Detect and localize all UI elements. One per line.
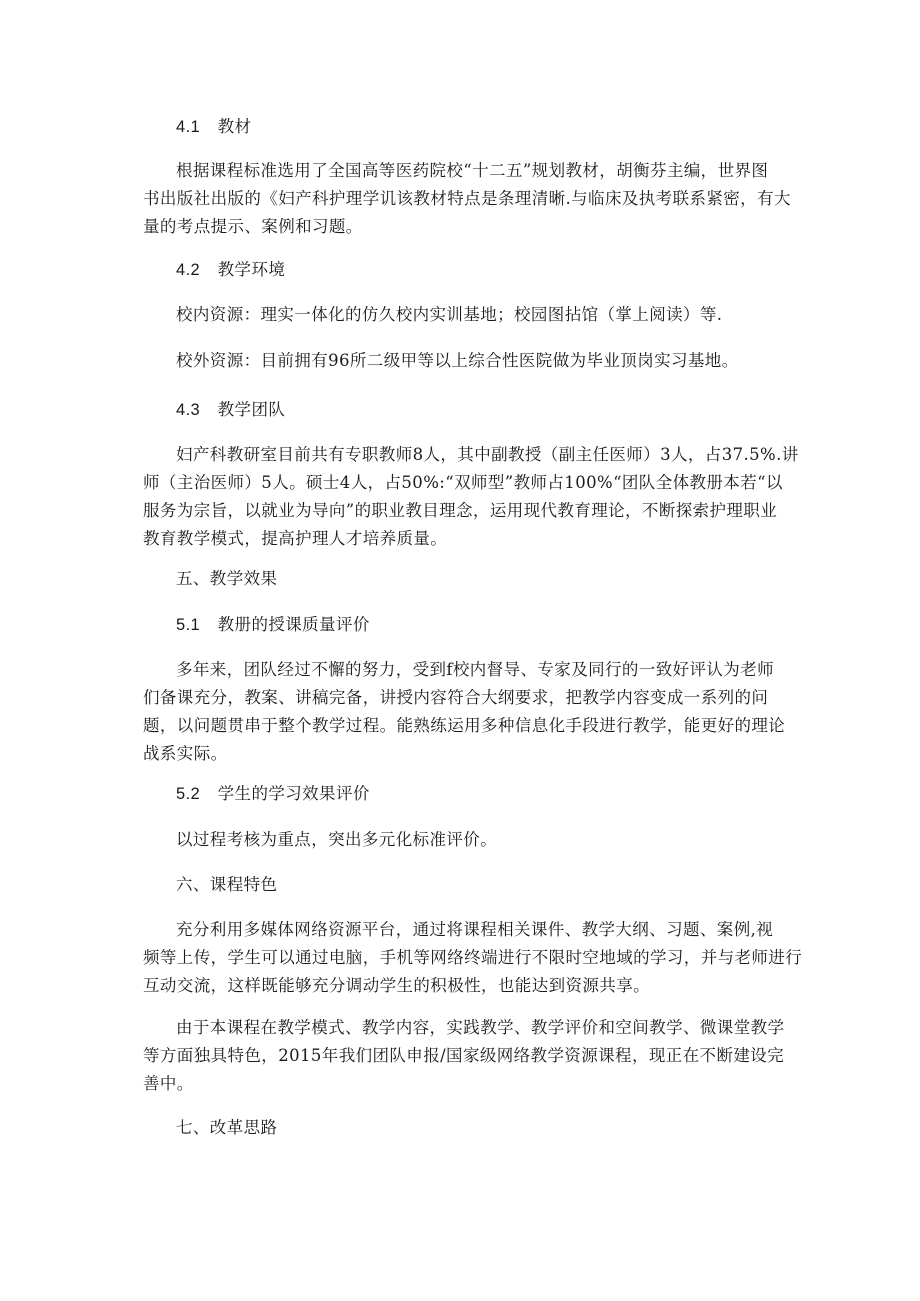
heading-5: 五、教学效果	[176, 569, 278, 588]
heading-4-2	[176, 256, 285, 284]
heading-5-1	[176, 611, 370, 639]
paragraph-line: 根据课程标准选用了全国高等医药院校“十二五”规划教材，胡衡芬主编，世界图	[176, 161, 769, 180]
section-number: 4.1	[176, 118, 201, 136]
paragraph-line: 量的考点提示、案例和习题。	[143, 217, 363, 236]
section-number: 4.3	[176, 401, 201, 419]
paragraph-teaching-quality	[143, 656, 786, 768]
paragraph-line: 多年来，团队经过不懈的努力，受到f校内督导、专家及同行的一致好评认为老师	[176, 660, 775, 679]
paragraph-student-evaluation: 以过程考核为重点，突出多元化标准评价。	[176, 830, 498, 849]
paragraph-line: 书出版社出版的《妇产科护理学讥该教材特点是条理清晰.与临床及执考联系紧密，有大	[143, 189, 791, 208]
section-number: 5.1	[176, 616, 201, 634]
heading-6: 六、课程特色	[176, 875, 278, 894]
paragraph-line: 教育教学模式，提高护理人才培养质量。	[143, 529, 448, 548]
paragraph-line: 等方面独具特色，2015年我们团队申报/国家级网络教学资源课程，现正在不断建设完	[143, 1046, 785, 1065]
paragraph-line: 战系实际。	[143, 744, 228, 763]
section-title: 教学环境	[217, 260, 286, 279]
section-title: 学生的学习效果评价	[217, 784, 370, 803]
external-resources: 校外资源：目前拥有96所二级甲等以上综合性医院做为毕业顶岗实习基地。	[176, 351, 739, 370]
paragraph-line: 服务为宗旨，以就业为导向”的职业教目理念，运用现代教育理论，不断探索护理职业	[143, 501, 778, 520]
paragraph-textbook	[143, 157, 791, 241]
paragraph-line: 妇产科教研室目前共有专职教师8人，其中副教授（副主任医师）3人，占37.5%.讲	[176, 445, 799, 464]
paragraph-line: 题，以问题贯串于整个教学过程。能熟练运用多种信息化手段进行教学，能更好的理论	[143, 716, 786, 735]
section-title: 教学团队	[217, 400, 286, 419]
section-title: 教材	[217, 117, 252, 136]
section-number: 4.2	[176, 261, 201, 279]
heading-7: 七、改革思路	[176, 1118, 278, 1137]
paragraph-line: 频等上传，学生可以通过电脑，手机等网络终端进行不限时空地域的学习，并与老师进行	[143, 948, 803, 967]
paragraph-course-features-1	[143, 916, 803, 1000]
heading-5-2	[176, 780, 370, 808]
paragraph-line: 师（主治医师）5人。硕士4人，占50%:“双师型”教师占100%“团队全体教册本若“以	[143, 473, 783, 492]
section-title: 教册的授课质量评价	[217, 615, 370, 634]
paragraph-team	[143, 441, 799, 553]
heading-4-1	[176, 113, 251, 141]
paragraph-line: 善中。	[143, 1074, 194, 1093]
section-number: 5.2	[176, 785, 201, 803]
paragraph-line: 充分利用多媒体网络资源平台，通过将课程相关课件、教学大纲、习题、案例,视	[176, 920, 774, 939]
paragraph-line: 们备课充分，教案、讲稿完备，讲授内容符合大纲要求，把教学内容变成一系列的问	[143, 688, 769, 707]
paragraph-line: 互动交流，这样既能够充分调动学生的积极性，也能达到资源共享。	[143, 976, 650, 995]
internal-resources: 校内资源：理实一体化的仿久校内实训基地；校园图拈馆（掌上阅读）等.	[176, 305, 723, 324]
paragraph-course-features-2	[143, 1014, 785, 1098]
paragraph-line: 由于本课程在教学模式、教学内容，实践教学、教学评价和空间教学、微课堂教学	[176, 1018, 785, 1037]
heading-4-3	[176, 396, 285, 424]
